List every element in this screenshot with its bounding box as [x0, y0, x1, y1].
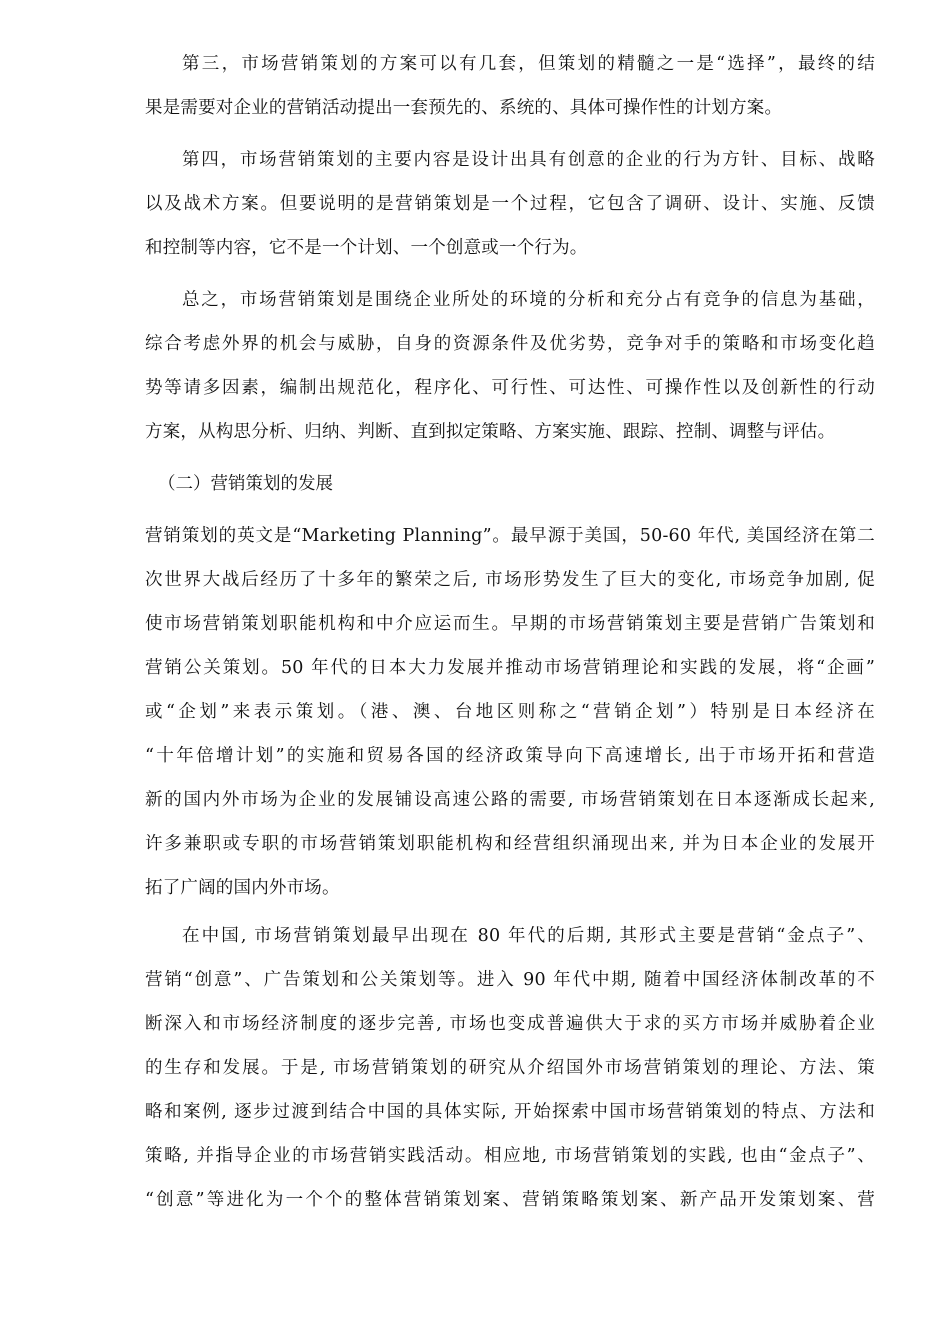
text-line: “十年倍增计划”的实施和贸易各国的经济政策导向下高速增长, 出于市场开拓和营造 [145, 746, 875, 766]
text-line: 策略, 并指导企业的市场营销实践活动。相应地, 市场营销策划的实践, 也由“金点子”、 [145, 1146, 875, 1166]
text-line: 断深入和市场经济制度的逐步完善, 市场也变成普遍供大于求的买方市场并威胁着企业 [145, 1014, 875, 1034]
text-line: 以及战术方案。但要说明的是营销策划是一个过程，它包含了调研、设计、实施、反馈 [145, 194, 875, 214]
text-line: 的生存和发展。于是, 市场营销策划的研究从介绍国外市场营销策划的理论、方法、策 [145, 1058, 875, 1078]
paragraph-fourth-point [145, 138, 875, 270]
text-line: 营销策划的英文是“Marketing Planning”。最早源于美国，50-60 年代, 美国经济在第二 [145, 526, 875, 546]
text-line: 次世界大战后经历了十多年的繁荣之后, 市场形势发生了巨大的变化, 市场竞争加剧, 促 [145, 570, 875, 590]
text-line: “创意”等进化为一个个的整体营销策划案、营销策略策划案、新产品开发策划案、营 [145, 1190, 875, 1210]
text-line: 第三，市场营销策划的方案可以有几套，但策划的精髓之一是“选择”，最终的结 [182, 54, 875, 74]
paragraph-summary [145, 278, 875, 454]
text-line: 略和案例, 逐步过渡到结合中国的具体实际, 开始探索中国市场营销策划的特点、方法和 [145, 1102, 875, 1122]
text-line: 营销“创意”、广告策划和公关策划等。进入 90 年代中期, 随着中国经济体制改革的不 [145, 970, 875, 990]
text-line: 总之，市场营销策划是围绕企业所处的环境的分析和充分占有竞争的信息为基础， [182, 290, 875, 310]
text-line: 新的国内外市场为企业的发展铺设高速公路的需要, 市场营销策划在日本逐渐成长起来, [145, 790, 875, 810]
text-line: 在中国, 市场营销策划最早出现在 80 年代的后期, 其形式主要是营销“金点子”、 [182, 926, 875, 946]
text-line: 或“企划”来表示策划。（港、澳、台地区则称之“营销企划”）特别是日本经济在 [145, 702, 875, 722]
text-line: 和控制等内容，它不是一个计划、一个创意或一个行为。 [145, 238, 588, 258]
text-line: 果是需要对企业的营销活动提出一套预先的、系统的、具体可操作性的计划方案。 [145, 98, 783, 118]
text-line: 势等请多因素，编制出规范化，程序化、可行性、可达性、可操作性以及创新性的行动 [145, 378, 875, 398]
section-heading: （二）营销策划的发展 [158, 474, 333, 494]
text-line: 营销公关策划。50 年代的日本大力发展并推动市场营销理论和实践的发展，将“企画” [145, 658, 875, 678]
text-line: 综合考虑外界的机会与威胁，自身的资源条件及优劣势，竞争对手的策略和市场变化趋 [145, 334, 875, 354]
text-line: 拓了广阔的国内外市场。 [145, 878, 340, 898]
paragraph-third-point [145, 42, 875, 130]
text-line: 使市场营销策划职能机构和中介应运而生。早期的市场营销策划主要是营销广告策划和 [145, 614, 875, 634]
text-line: 许多兼职或专职的市场营销策划职能机构和经营组织涌现出来, 并为日本企业的发展开 [145, 834, 875, 854]
text-line: 方案，从构思分析、归纳、判断、直到拟定策略、方案实施、跟踪、控制、调整与评估。 [145, 422, 836, 442]
paragraph-origin-history [145, 514, 875, 910]
paragraph-china-history [145, 914, 875, 1222]
text-line: 第四，市场营销策划的主要内容是设计出具有创意的企业的行为方针、目标、战略 [182, 150, 875, 170]
